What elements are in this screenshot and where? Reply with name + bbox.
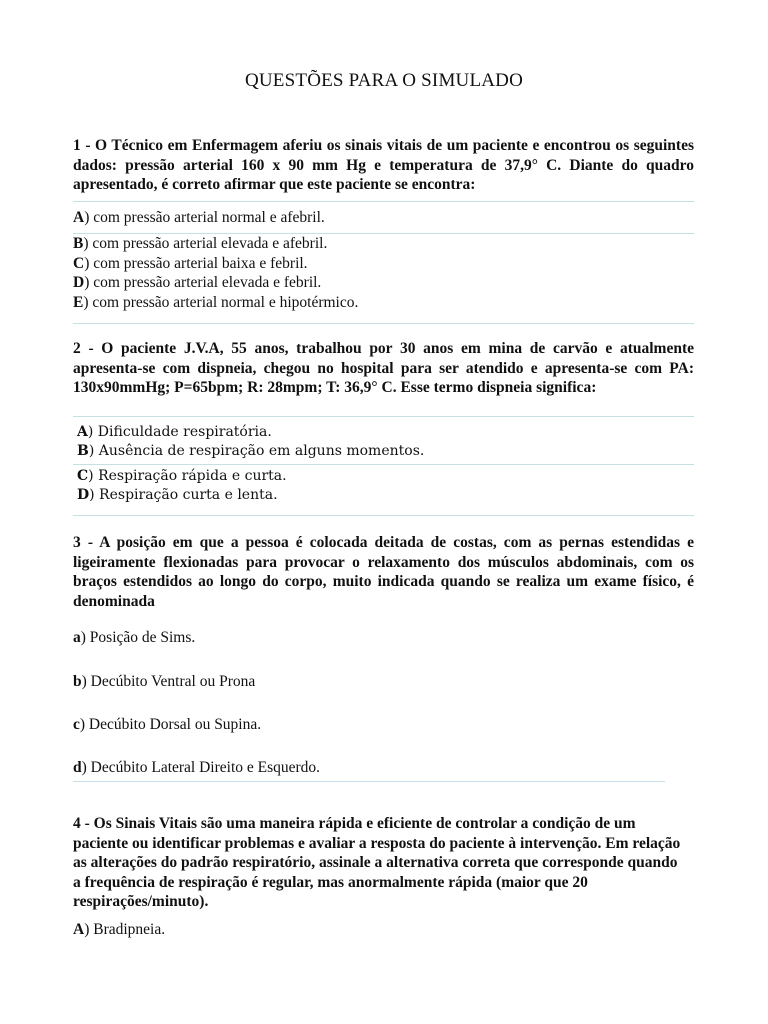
option-letter: d [73, 759, 82, 776]
question-3-option-b [73, 672, 713, 692]
question-1-option-c [73, 254, 713, 274]
option-text: ) com pressão arterial elevada e afebril. [83, 235, 328, 252]
option-text: ) com pressão arterial normal e hipotérmico. [83, 294, 359, 311]
question-2-option-d [77, 485, 717, 505]
question-4-option-a [73, 920, 713, 940]
question-3-option-a [73, 628, 713, 648]
question-3-text: 3 - A posição em que a pessoa é colocada deitada de costas, com as pernas estendidas e ligeiramente flexionadas para provocar o relaxamento dos músculos abdominais, com os braços estendidos ao longo do corpo, muito indicada quando se realiza um exame físico, é denominada [73, 534, 694, 610]
option-text: ) Decúbito Ventral ou Prona [81, 673, 256, 690]
option-text: ) Respiração rápida e curta. [88, 468, 287, 484]
option-letter: A [73, 921, 85, 938]
question-1-option-e [73, 293, 713, 313]
option-letter: a [73, 629, 81, 646]
question-1-option-b [73, 234, 713, 254]
option-letter: D [77, 487, 90, 503]
question-2-option-c [77, 466, 717, 486]
option-text: ) com pressão arterial baixa e febril. [84, 255, 308, 272]
option-text: ) com pressão arterial elevada e febril. [84, 274, 322, 291]
option-text: ) Ausência de respiração em alguns momentos. [88, 443, 425, 459]
divider [73, 201, 694, 202]
option-letter: B [73, 235, 84, 252]
divider [73, 781, 665, 782]
divider [73, 416, 694, 417]
option-text: ) Decúbito Lateral Direito e Esquerdo. [81, 759, 321, 776]
option-letter: D [73, 274, 85, 291]
option-text: ) Posição de Sims. [80, 629, 196, 646]
option-text: ) com pressão arterial normal e afebril. [84, 209, 325, 226]
question-1-option-d [73, 273, 713, 293]
question-3-option-d [73, 758, 713, 778]
question-1-text: 1 - O Técnico em Enfermagem aferiu os sinais vitais de um paciente e encontrou os seguintes dados: pressão arterial 160 x 90 mm Hg e temperatura de 37,9° C. Diante do quadro apresentado, é correto afirmar que este paciente se encontra: [73, 137, 694, 193]
option-letter: c [73, 716, 80, 733]
question-3-option-c [73, 715, 713, 735]
option-letter: A [73, 209, 85, 226]
question-2-option-a [77, 422, 717, 442]
page-title: QUESTÕES PARA O SIMULADO [244, 70, 524, 91]
option-text: ) Decúbito Dorsal ou Supina. [79, 716, 262, 733]
divider [73, 515, 694, 516]
option-text: ) Respiração curta e lenta. [89, 487, 278, 503]
question-2-text: 2 - O paciente J.V.A, 55 anos, trabalhou por 30 anos em mina de carvão e atualmente apresenta-se com dispneia, chegou no hospital para ser atendido e apresenta-se com PA: 130x90mmHg; P=65bpm; R: 28mpm; T: 36,9° C. Esse termo dispneia significa: [73, 340, 694, 396]
divider [73, 464, 694, 465]
option-text: ) Dificuldade respiratória. [87, 424, 272, 440]
option-letter: E [73, 294, 84, 311]
option-letter: C [73, 255, 85, 272]
question-2-option-b [77, 441, 717, 461]
option-letter: B [77, 443, 89, 459]
question-1-option-a [73, 208, 713, 228]
divider [73, 323, 694, 324]
option-text: ) Bradipneia. [84, 921, 166, 938]
option-letter: A [77, 424, 88, 440]
option-letter: C [77, 468, 89, 484]
option-letter: b [73, 673, 82, 690]
question-4-text: 4 - Os Sinais Vitais são uma maneira rápida e eficiente de controlar a condição de um paciente ou identificar problemas e avaliar a resposta do paciente à intervenção. Em relação as alterações do padrão respiratório, assinale a alternativa correta que corresponde quando a frequência de respiração é regular, mas anormalmente rápida (maior que 20 respirações/minuto). [73, 815, 681, 910]
